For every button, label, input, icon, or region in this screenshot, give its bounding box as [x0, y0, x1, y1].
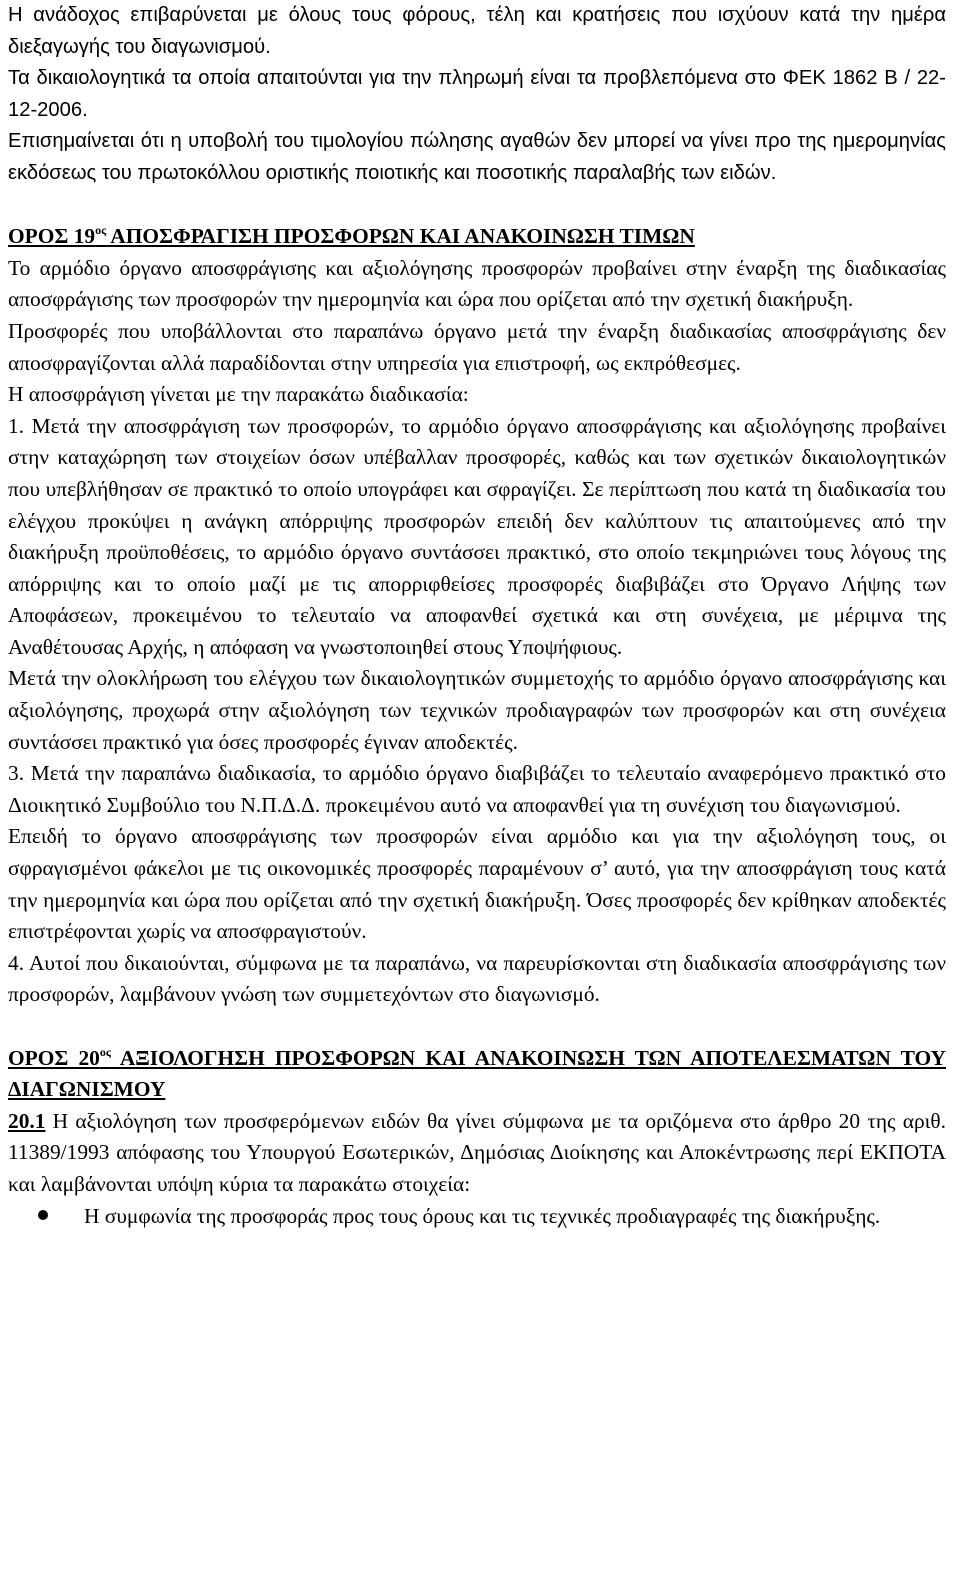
section-19-paragraph: 1. Μετά την αποσφράγιση των προσφορών, το αρμόδιο όργανο αποσφράγισης και αξιολόγησης προβαίνει στην καταχώρηση των στοιχείων όσων υπέβαλλαν προσφορές, καθώς και των σχετικών δικαιολογητικών που υπεβλήθησαν σε πρακτικό το οποίο υπογράφει και σφραγίζει. Σε περίπτωση που κατά τη διαδικασία του ελέγχου προκύψει η ανάγκη απόρριψης προσφορών επειδή δεν καλύπτουν τις απαιτούμενες από την διακήρυξη προϋποθέσεις, το αρμόδιο όργανο συντάσσει πρακτικό, στο οποίο τεκμηριώνει τους λόγους της απόρριψης και το οποίο μαζί με τις απορριφθείσες προσφορές διαβιβάζει στο Όργανο Λήψης των Αποφάσεων, προκειμένου το τελευταίο να αποφανθεί σχετικά και στη συνέχεια, με μέριμνα της Αναθέτουσας Αρχής, η απόφαση να γνωστοποιηθεί στους Υποψήφιους.: [8, 413, 946, 659]
subsection-number: 20.1: [8, 1108, 46, 1133]
section-19-paragraph: Μετά την ολοκλήρωση του ελέγχου των δικαιολογητικών συμμετοχής το αρμόδιο όργανο αποσφράγισης και αξιολόγησης, προχωρά στην αξιολόγηση των τεχνικών προδιαγραφών των προσφορών και στη συνέχεια συντάσσει πρακτικό για όσες προσφορές έγιναν αποδεκτές.: [8, 666, 946, 754]
section-19-paragraph: 4. Αυτοί που δικαιούνται, σύμφωνα με τα παραπάνω, να παρευρίσκονται στη διαδικασία αποσφράγισης των προσφορών, λαμβάνουν γνώση των συμμετεχόντων στο διαγωνισμό.: [8, 950, 946, 1007]
section-20-title: ΟΡΟΣ $20^{o\varsigma}$ ΑΞΙΟΛΟΓΗΣΗ ΠΡΟΣΦΟΡΩΝ ΚΑΙ ΑΝΑΚΟΙΝΩΣΗ ΤΩΝ ΑΠΟΤΕΛΕΣΜΑΤΩΝ ΤΟΥ ΔΙΑΓΩΝΙΣΜΟΥ: [8, 1044, 946, 1102]
list-item-text: Η συμφωνία της προσφοράς προς τους όρους και τις τεχνικές προδιαγραφές της διακήρυξης.: [84, 1203, 881, 1228]
spacer: [8, 190, 946, 222]
section-19-paragraph: Η αποσφράγιση γίνεται με την παρακάτω διαδικασία:: [8, 382, 469, 407]
paragraph-taxes: Η ανάδοχος επιβαρύνεται με όλους τους φόρους, τέλη και κρατήσεις που ισχύουν κατά την ημέρα διεξαγωγής του διαγωνισμού.: [8, 4, 946, 58]
bullet-icon: [8, 1201, 84, 1233]
list-item: [8, 1201, 946, 1233]
section-19-title: ΟΡΟΣ $19^{o\varsigma}$ ΑΠΟΣΦΡΑΓΙΣΗ ΠΡΟΣΦΟΡΩΝ ΚΑΙ ΑΝΑΚΟΙΝΩΣΗ ΤΙΜΩΝ: [8, 223, 695, 249]
section-19-paragraph: 3. Μετά την παραπάνω διαδικασία, το αρμόδιο όργανο διαβιβάζει το τελευταίο αναφερόμενο πρακτικό στο Διοικητικό Συμβούλιο του Ν.Π.Δ.Δ. προκειμένου αυτό να αποφανθεί για τη συνέχιση του διαγωνισμού.: [8, 761, 946, 817]
paragraph-invoice-note: Επισημαίνεται ότι η υποβολή του τιμολογίου πώλησης αγαθών δεν μπορεί να γίνει προ της ημερομηνίας εκδόσεως του πρωτοκόλλου οριστικής ποιοτικής και ποσοτικής παραλαβής των ειδών.: [8, 130, 946, 184]
section-19-paragraph: Το αρμόδιο όργανο αποσφράγισης και αξιολόγησης προσφορών προβαίνει στην έναρξη της διαδικασίας αποσφράγισης των προσφορών την ημερομηνία και ώρα που ορίζεται από την σχετική διακήρυξη.: [8, 255, 946, 312]
document-page: [8, 0, 946, 1232]
section-19-paragraph: Προσφορές που υποβάλλονται στο παραπάνω όργανο μετά την έναρξη διαδικασίας αποσφράγισης δεν αποσφραγίζονται αλλά παραδίδονται στην υπηρεσία για επιστροφή, ως εκπρόθεσμες.: [8, 318, 946, 375]
section-19-paragraph: Επειδή το όργανο αποσφράγισης των προσφορών είναι αρμόδιο και για την αξιολόγηση τους, οι σφραγισμένοι φάκελοι με τις οικονομικές προσφορές παραμένουν σ’ αυτό, για την αποσφράγιση τους κατά την ημερομηνία και ώρα που ορίζεται από την σχετική διακήρυξη. Όσες προσφορές δεν κρίθηκαν αποδεκτές επιστρέφονται χωρίς να αποσφραγιστούν.: [8, 824, 946, 944]
paragraph-payment-documents: Τα δικαιολογητικά τα οποία απαιτούνται για την πληρωμή είναι τα προβλεπόμενα στο ΦΕΚ 1862 Β / 22-12-2006.: [8, 67, 946, 121]
section-20-1-paragraph: 20.1 Η αξιολόγηση των προσφερόμενων ειδών θα γίνει σύμφωνα με τα οριζόμενα στο άρθρο 20 της αριθ. 11389/1993 απόφασης του Υπουργού Εσωτερικών, Δημόσιας Διοίκησης και Αποκέντρωσης περί ΕΚΠΟΤΑ και λαμβάνονται υπόψη κύρια τα παρακάτω στοιχεία:: [8, 1108, 946, 1196]
spacer: [8, 1011, 946, 1043]
